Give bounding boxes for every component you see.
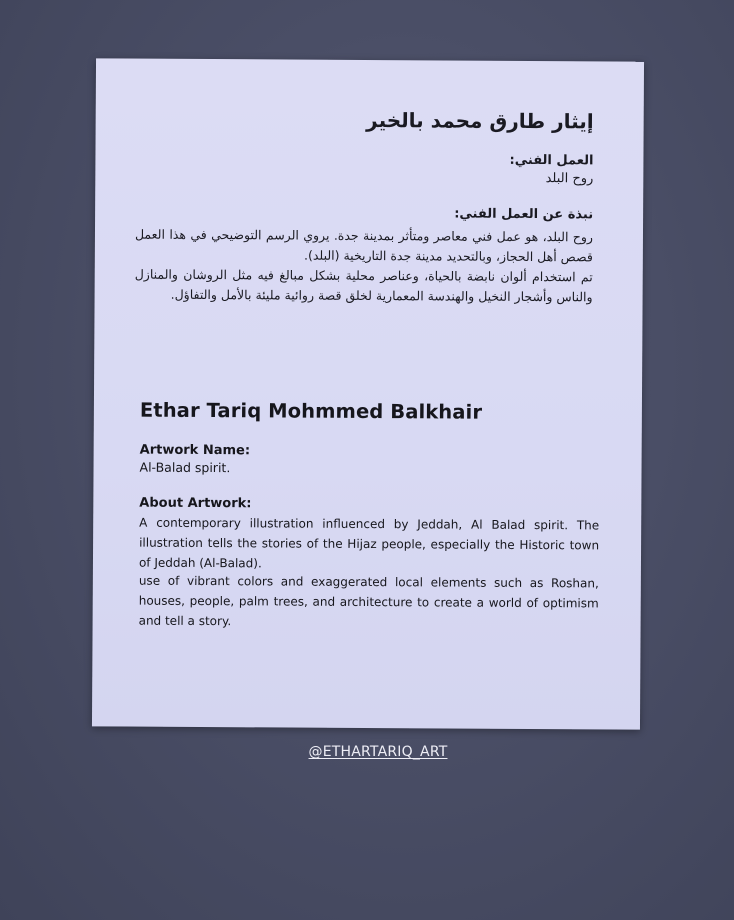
about-artwork-paragraph-1-arabic: روح البلد، هو عمل فني معاصر ومتأثر بمدينة جدة. يروي الرسم التوضيحي في هذا العمل قصص أهل الحجاز، وبالتحديد مدينة جدة التاريخية (البلد). — [134, 226, 594, 265]
about-artwork-label-english: About Artwork: — [139, 495, 252, 512]
artist-name-english: Ethar Tariq Mohmmed Balkhair — [139, 398, 483, 424]
artist-name-arabic: إيثار طارق محمد بالخير — [366, 107, 594, 134]
about-artwork-label-arabic: نبذة عن العمل الفني: — [454, 206, 594, 223]
about-artwork-paragraph-1-english: A contemporary illustration influenced by Jeddah, Al Balad spirit. The illustration tells the stories of the Hijaz people, especially the Historic town of Jeddah (Al-Balad). — [138, 515, 600, 571]
instagram-handle: @ETHARTARIQ_ART — [308, 744, 448, 760]
about-artwork-paragraph-2-arabic: تم استخدام ألوان نابضة بالحياة، وعناصر محلية بشكل مبالغ فيه مثل الروشان والمنازل والناس وأشجار النخيل والهندسة المعمارية لخلق قصة روائية مليئة بالأمل والتفاؤل. — [134, 266, 593, 305]
artwork-name-label-arabic: العمل الفني: — [509, 152, 594, 169]
artwork-label-card — [92, 58, 644, 729]
artwork-name-value-english: Al-Balad spirit. — [139, 459, 231, 476]
artwork-name-label-english: Artwork Name: — [139, 442, 251, 459]
about-artwork-paragraph-2-english: use of vibrant colors and exaggerated local elements such as Roshan, houses, people, palm trees, and architecture to create a world of optimism and tell a story. — [138, 573, 599, 629]
artwork-name-value-arabic: روح البلد — [545, 171, 594, 187]
